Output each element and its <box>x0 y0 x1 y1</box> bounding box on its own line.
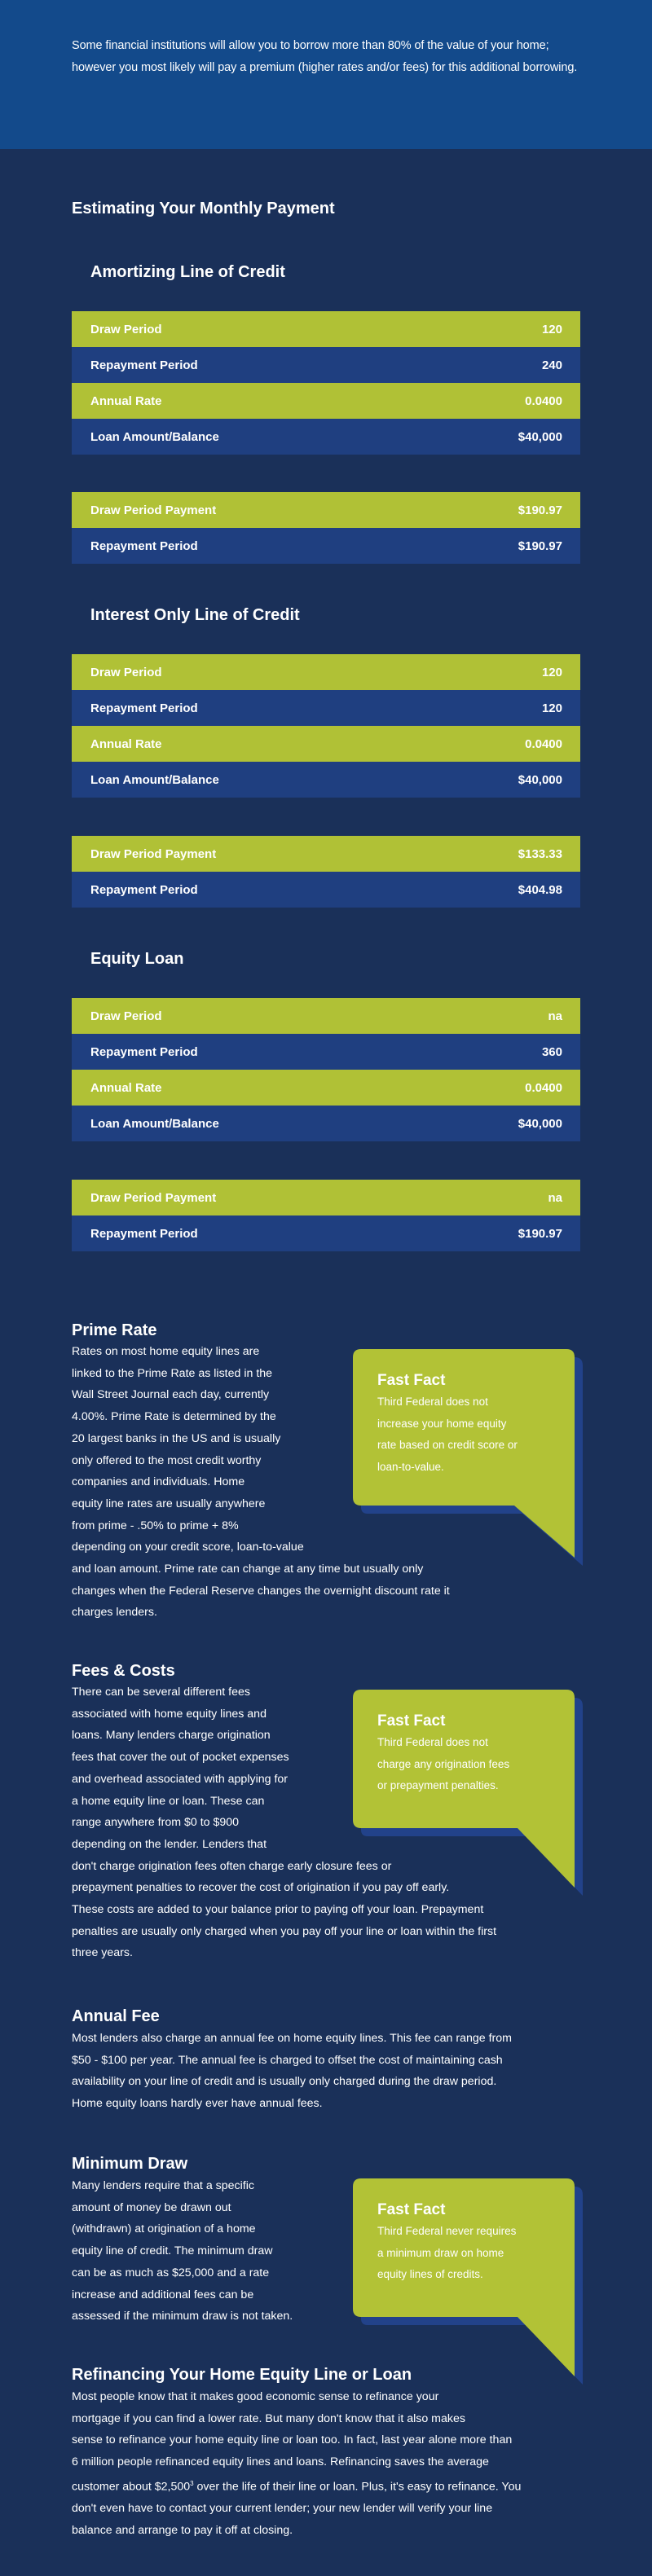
table-row <box>72 1106 580 1141</box>
text-line: 20 largest banks in the US and is usually <box>72 1431 281 1445</box>
main-content <box>0 149 652 2576</box>
row-label: Draw Period Payment <box>90 1190 217 1205</box>
text-line: Third Federal does not <box>377 1396 488 1408</box>
text-line: fees that cover the out of pocket expenses <box>72 1751 289 1765</box>
text-line: from prime - .50% to prime + 8% <box>72 1519 239 1532</box>
row-value: 360 <box>541 1044 562 1059</box>
row-label: Draw Period <box>90 665 162 679</box>
row-value: 240 <box>541 358 562 372</box>
text-line: and loan amount. Prime rate can change at any time but usually only <box>72 1563 424 1576</box>
section-title-prime-rate: Prime Rate <box>72 1321 157 1339</box>
row-label: Loan Amount/Balance <box>90 429 219 444</box>
fast-fact-body <box>377 2221 573 2286</box>
text-line: associated with home equity lines and <box>72 1707 267 1721</box>
table-row <box>72 383 580 419</box>
text-line: Many lenders require that a specific <box>72 2179 254 2192</box>
row-value: $190.97 <box>518 503 562 517</box>
fast-fact-callout-minimum-draw <box>353 2178 589 2390</box>
text-fragment: customer about $2,500 <box>72 2480 191 2494</box>
text-line: 4.00%. Prime Rate is determined by the <box>72 1410 276 1424</box>
row-value: $40,000 <box>518 1116 562 1131</box>
text-line: a home equity line or loan. These can <box>72 1794 265 1808</box>
text-line: rate based on credit score or <box>377 1439 518 1452</box>
table-row <box>72 528 580 564</box>
table-row <box>72 1034 580 1070</box>
row-value: 0.0400 <box>525 393 562 408</box>
text-line: Third Federal never requires <box>377 2225 517 2237</box>
text-line: increase and additional fees can be <box>72 2288 254 2301</box>
table-row <box>72 311 580 347</box>
row-value: 0.0400 <box>525 1080 562 1095</box>
text-line: charges lenders. <box>72 1606 157 1620</box>
table-row <box>72 726 580 762</box>
text-line: penalties are usually only charged when you pay off your line or loan within the first <box>72 1924 497 1938</box>
text-line: depending on your credit score, loan-to-value <box>72 1541 304 1554</box>
text-line: availability on your line of credit and is usually only charged during the draw period. <box>72 2075 497 2089</box>
row-label: Draw Period <box>90 1009 162 1023</box>
row-value: $40,000 <box>518 772 562 787</box>
text-line: equity lines of credits. <box>377 2268 483 2281</box>
estimating-title: Estimating Your Monthly Payment <box>72 200 335 218</box>
row-label: Repayment Period <box>90 358 198 372</box>
row-label: Repayment Period <box>90 538 198 553</box>
text-line: prepayment penalties to recover the cost of origination if you pay off early. <box>72 1881 450 1895</box>
text-line: or prepayment penalties. <box>377 1779 499 1792</box>
loan-title-interest-only: Interest Only Line of Credit <box>90 606 300 624</box>
annual-fee-body <box>72 2028 585 2115</box>
refinancing-body <box>72 2386 585 2542</box>
text-line: Third Federal does not <box>377 1736 488 1748</box>
text-line: mortgage if you can find a lower rate. But many don't know that it also makes <box>72 2411 465 2425</box>
fast-fact-callout-fees <box>353 1690 589 1901</box>
text-line: three years. <box>72 1946 133 1960</box>
row-label: Loan Amount/Balance <box>90 1116 219 1131</box>
text-line: loan-to-value. <box>377 1461 444 1474</box>
fast-fact-callout-prime-rate <box>353 1349 589 1569</box>
table-row <box>72 872 580 908</box>
amortizing-inputs-table <box>72 311 580 455</box>
text-line: don't even have to contact your current lender; your new lender will verify your line <box>72 2502 493 2516</box>
text-line: equity line of credit. The minimum draw <box>72 2244 273 2258</box>
table-row <box>72 419 580 455</box>
loan-title-amortizing: Amortizing Line of Credit <box>90 263 285 281</box>
row-label: Draw Period <box>90 322 162 336</box>
text-line: $50 - $100 per year. The annual fee is charged to offset the cost of maintaining cash <box>72 2053 503 2067</box>
text-line: can be as much as $25,000 and a rate <box>72 2266 270 2279</box>
row-label: Loan Amount/Balance <box>90 772 219 787</box>
equity-loan-results-table <box>72 1180 580 1251</box>
row-value: 120 <box>541 322 562 336</box>
table-row <box>72 347 580 383</box>
row-value: na <box>548 1190 562 1205</box>
row-label: Annual Rate <box>90 736 162 751</box>
row-label: Repayment Period <box>90 1226 198 1241</box>
text-line: Home equity loans hardly ever have annual fees. <box>72 2097 323 2111</box>
table-row <box>72 836 580 872</box>
text-line: assessed if the minimum draw is not taken. <box>72 2310 293 2323</box>
fast-fact-body <box>377 1732 573 1797</box>
equity-loan-inputs-table <box>72 998 580 1141</box>
text-line <box>72 2473 585 2498</box>
text-line: (withdrawn) at origination of a home <box>72 2222 256 2236</box>
text-line: a minimum draw on home <box>377 2246 504 2259</box>
loan-title-equity-loan: Equity Loan <box>90 950 184 968</box>
table-row <box>72 762 580 798</box>
text-line: charge any origination fees <box>377 1757 510 1770</box>
row-label: Repayment Period <box>90 1044 198 1059</box>
text-line: depending on the lender. Lenders that <box>72 1837 267 1851</box>
interest-only-inputs-table <box>72 654 580 798</box>
row-value: $404.98 <box>518 882 562 897</box>
row-value: 0.0400 <box>525 736 562 751</box>
amortizing-results-table <box>72 492 580 564</box>
text-line: equity line rates are usually anywhere <box>72 1497 266 1510</box>
fast-fact-title: Fast Fact <box>377 1372 446 1389</box>
table-row <box>72 1180 580 1215</box>
text-line: These costs are added to your balance prior to paying off your loan. Prepayment <box>72 1903 484 1917</box>
text-line: Most lenders also charge an annual fee on home equity lines. This fee can range from <box>72 2032 512 2045</box>
intro-text: Some financial institutions will allow you to borrow more than 80% of the value of your home; however you most likely will pay a premium (higher rates and/or fees) for this additional borrowing. <box>72 39 578 74</box>
section-title-refinancing: Refinancing Your Home Equity Line or Loan <box>72 2366 412 2384</box>
text-line: amount of money be drawn out <box>72 2200 231 2214</box>
fast-fact-body <box>377 1391 573 1479</box>
table-row <box>72 1215 580 1251</box>
table-row <box>72 1070 580 1106</box>
table-row <box>72 690 580 726</box>
row-label: Repayment Period <box>90 701 198 715</box>
row-label: Repayment Period <box>90 882 198 897</box>
text-line: There can be several different fees <box>72 1686 250 1699</box>
fast-fact-title: Fast Fact <box>377 2201 446 2218</box>
text-line: range anywhere from $0 to $900 <box>72 1816 240 1830</box>
section-title-annual-fee: Annual Fee <box>72 2007 160 2025</box>
row-value: $190.97 <box>518 538 562 553</box>
intro-band <box>0 0 652 149</box>
table-row <box>72 492 580 528</box>
text-line: Rates on most home equity lines are <box>72 1345 260 1358</box>
text-line: changes when the Federal Reserve changes the overnight discount rate it <box>72 1584 450 1598</box>
text-fragment: over the life of their line or loan. Plus, it's easy to refinance. You <box>193 2480 522 2494</box>
section-title-minimum-draw: Minimum Draw <box>72 2155 188 2173</box>
text-line: loans. Many lenders charge origination <box>72 1729 271 1743</box>
text-line: Most people know that it makes good economic sense to refinance your <box>72 2390 439 2403</box>
table-row <box>72 998 580 1034</box>
row-label: Draw Period Payment <box>90 503 217 517</box>
row-value: $40,000 <box>518 429 562 444</box>
text-line: linked to the Prime Rate as listed in the <box>72 1366 273 1380</box>
text-line: only offered to the most credit worthy <box>72 1453 262 1467</box>
text-line: balance and arrange to pay it off at closing. <box>72 2523 293 2537</box>
table-row <box>72 654 580 690</box>
text-line: 6 million people refinanced equity lines and loans. Refinancing saves the average <box>72 2455 489 2469</box>
row-value: 120 <box>541 701 562 715</box>
fast-fact-title: Fast Fact <box>377 1712 446 1730</box>
section-title-fees-costs: Fees & Costs <box>72 1662 175 1680</box>
text-line: sense to refinance your home equity line or loan too. In fact, last year alone more than <box>72 2433 513 2447</box>
row-label: Draw Period Payment <box>90 846 217 861</box>
row-label: Annual Rate <box>90 1080 162 1095</box>
row-value: na <box>548 1009 562 1023</box>
row-value: $133.33 <box>518 846 562 861</box>
interest-only-results-table <box>72 836 580 908</box>
text-line: companies and individuals. Home <box>72 1475 245 1489</box>
text-line: and overhead associated with applying for <box>72 1772 289 1786</box>
row-value: $190.97 <box>518 1226 562 1241</box>
row-label: Annual Rate <box>90 393 162 408</box>
text-line: don't charge origination fees often charge early closure fees or <box>72 1859 392 1873</box>
text-line: increase your home equity <box>377 1417 507 1430</box>
text-line: Wall Street Journal each day, currently <box>72 1388 270 1402</box>
row-value: 120 <box>541 665 562 679</box>
footnote-marker: 3 <box>190 2479 194 2487</box>
